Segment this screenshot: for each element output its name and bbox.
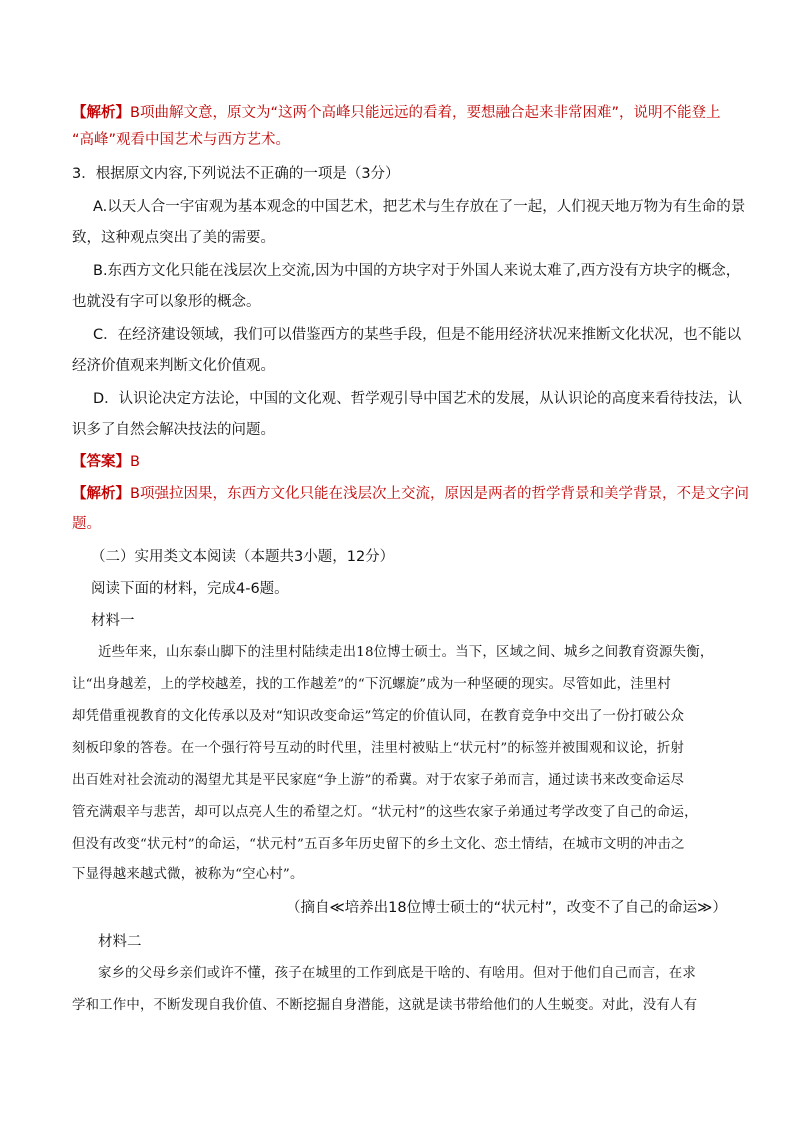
question-3-stem: 3．根据原文内容,下列说法不正确的一项是（3分） [72,166,400,182]
analysis-2-line-2: 题。 [72,516,101,532]
section-2-heading: （二）实用类文本阅读（本题共3小题，12分） [91,549,395,565]
material-1-line: 下显得越来越式微，被称为“空心村”。 [72,867,304,882]
material-1-line: 近些年来，山东泰山脚下的洼里村陆续走出18位博士硕士。当下，区域之间、城乡之间教育资源失衡， [98,645,714,660]
material-2-title: 材料二 [98,934,142,950]
option-d-line-1: D．认识论决定方法论，中国的文化观、哲学观引导中国艺术的发展，从认识论的高度来看待技法，认 [93,391,743,407]
material-1-source: （摘自≪培养出18位博士硕士的“状元村”，改变不了自己的命运≫） [286,900,727,916]
material-1-line: 但没有改变“状元村”的命运，“状元村”五百多年历史留下的乡土文化、恋土情结，在城市文明的冲击之 [72,837,685,852]
material-1-line: 让“出身越差，上的学校越差，找的工作越差”的“下沉螺旋”成为一种坚硬的现实。尽管如此，洼里村 [72,677,671,692]
option-b-line-2: 也就没有字可以象形的概念。 [72,294,261,310]
answer-tag: 【答案】 [72,454,130,470]
option-c-line-1: C．在经济建设领域，我们可以借鉴西方的某些手段，但是不能用经济状况来推断文化状况，也不能以 [93,327,742,343]
analysis-1-line-1: 【解析】B项曲解文意，原文为“这两个高峰只能远远的看着，要想融合起来非常困难”，说明不能登上 [72,105,721,121]
material-1-line: 却凭借重视教育的文化传承以及对“知识改变命运”笃定的价值认同，在教育竞争中交出了一份打破公众 [72,709,685,724]
option-c-line-2: 经济价值观来判断文化价值观。 [72,358,275,374]
analysis-tag: 【解析】 [72,486,130,502]
material-1-line: 管充满艰辛与悲苦，却可以点亮人生的希望之灯。“状元村”的这些农家子弟通过考学改变了自己的命运， [72,805,698,820]
option-b-line-1: B.东西方文化只能在浅层次上交流,因为中国的方块字对于外国人来说太难了,西方没有方块字的概念， [93,263,741,279]
material-2-line: 学和工作中，不断发现自我价值、不断挖掘自身潜能，这就是读书带给他们的人生蜕变。对此，没有人有 [72,998,698,1013]
answer-line [72,452,140,472]
option-d-line-2: 识多了自然会解决技法的问题。 [72,422,275,438]
analysis-2-line-1: 【解析】B项强拉因果，东西方文化只能在浅层次上交流，原因是两者的哲学背景和美学背景，不是文字问 [72,486,749,502]
analysis-tag: 【解析】 [72,105,130,121]
answer-value: B [130,454,140,470]
option-a-line-1: A.以天人合一宇宙观为基本观念的中国艺术，把艺术与生存放在了一起，人们视天地万物为有生命的景 [93,199,746,215]
material-1-title: 材料一 [91,613,135,629]
option-a-line-2: 致，这种观点突出了美的需要。 [72,230,275,246]
analysis-1-line-2: “高峰”观看中国艺术与西方艺术。 [72,132,291,148]
material-1-line: 出百姓对社会流动的渴望尤其是平民家庭“争上游”的希冀。对于农家子弟而言，通过读书来改变命运尽 [72,773,685,788]
material-2-line: 家乡的父母乡亲们或许不懂，孩子在城里的工作到底是干啥的、有啥用。但对于他们自己而言，在求 [98,966,696,981]
section-2-instruction: 阅读下面的材料，完成4-6题。 [91,581,289,597]
material-1-line: 刻板印象的答卷。在一个强行符号互动的时代里，洼里村被贴上“状元村”的标签并被围观和议论，折射 [72,741,685,756]
